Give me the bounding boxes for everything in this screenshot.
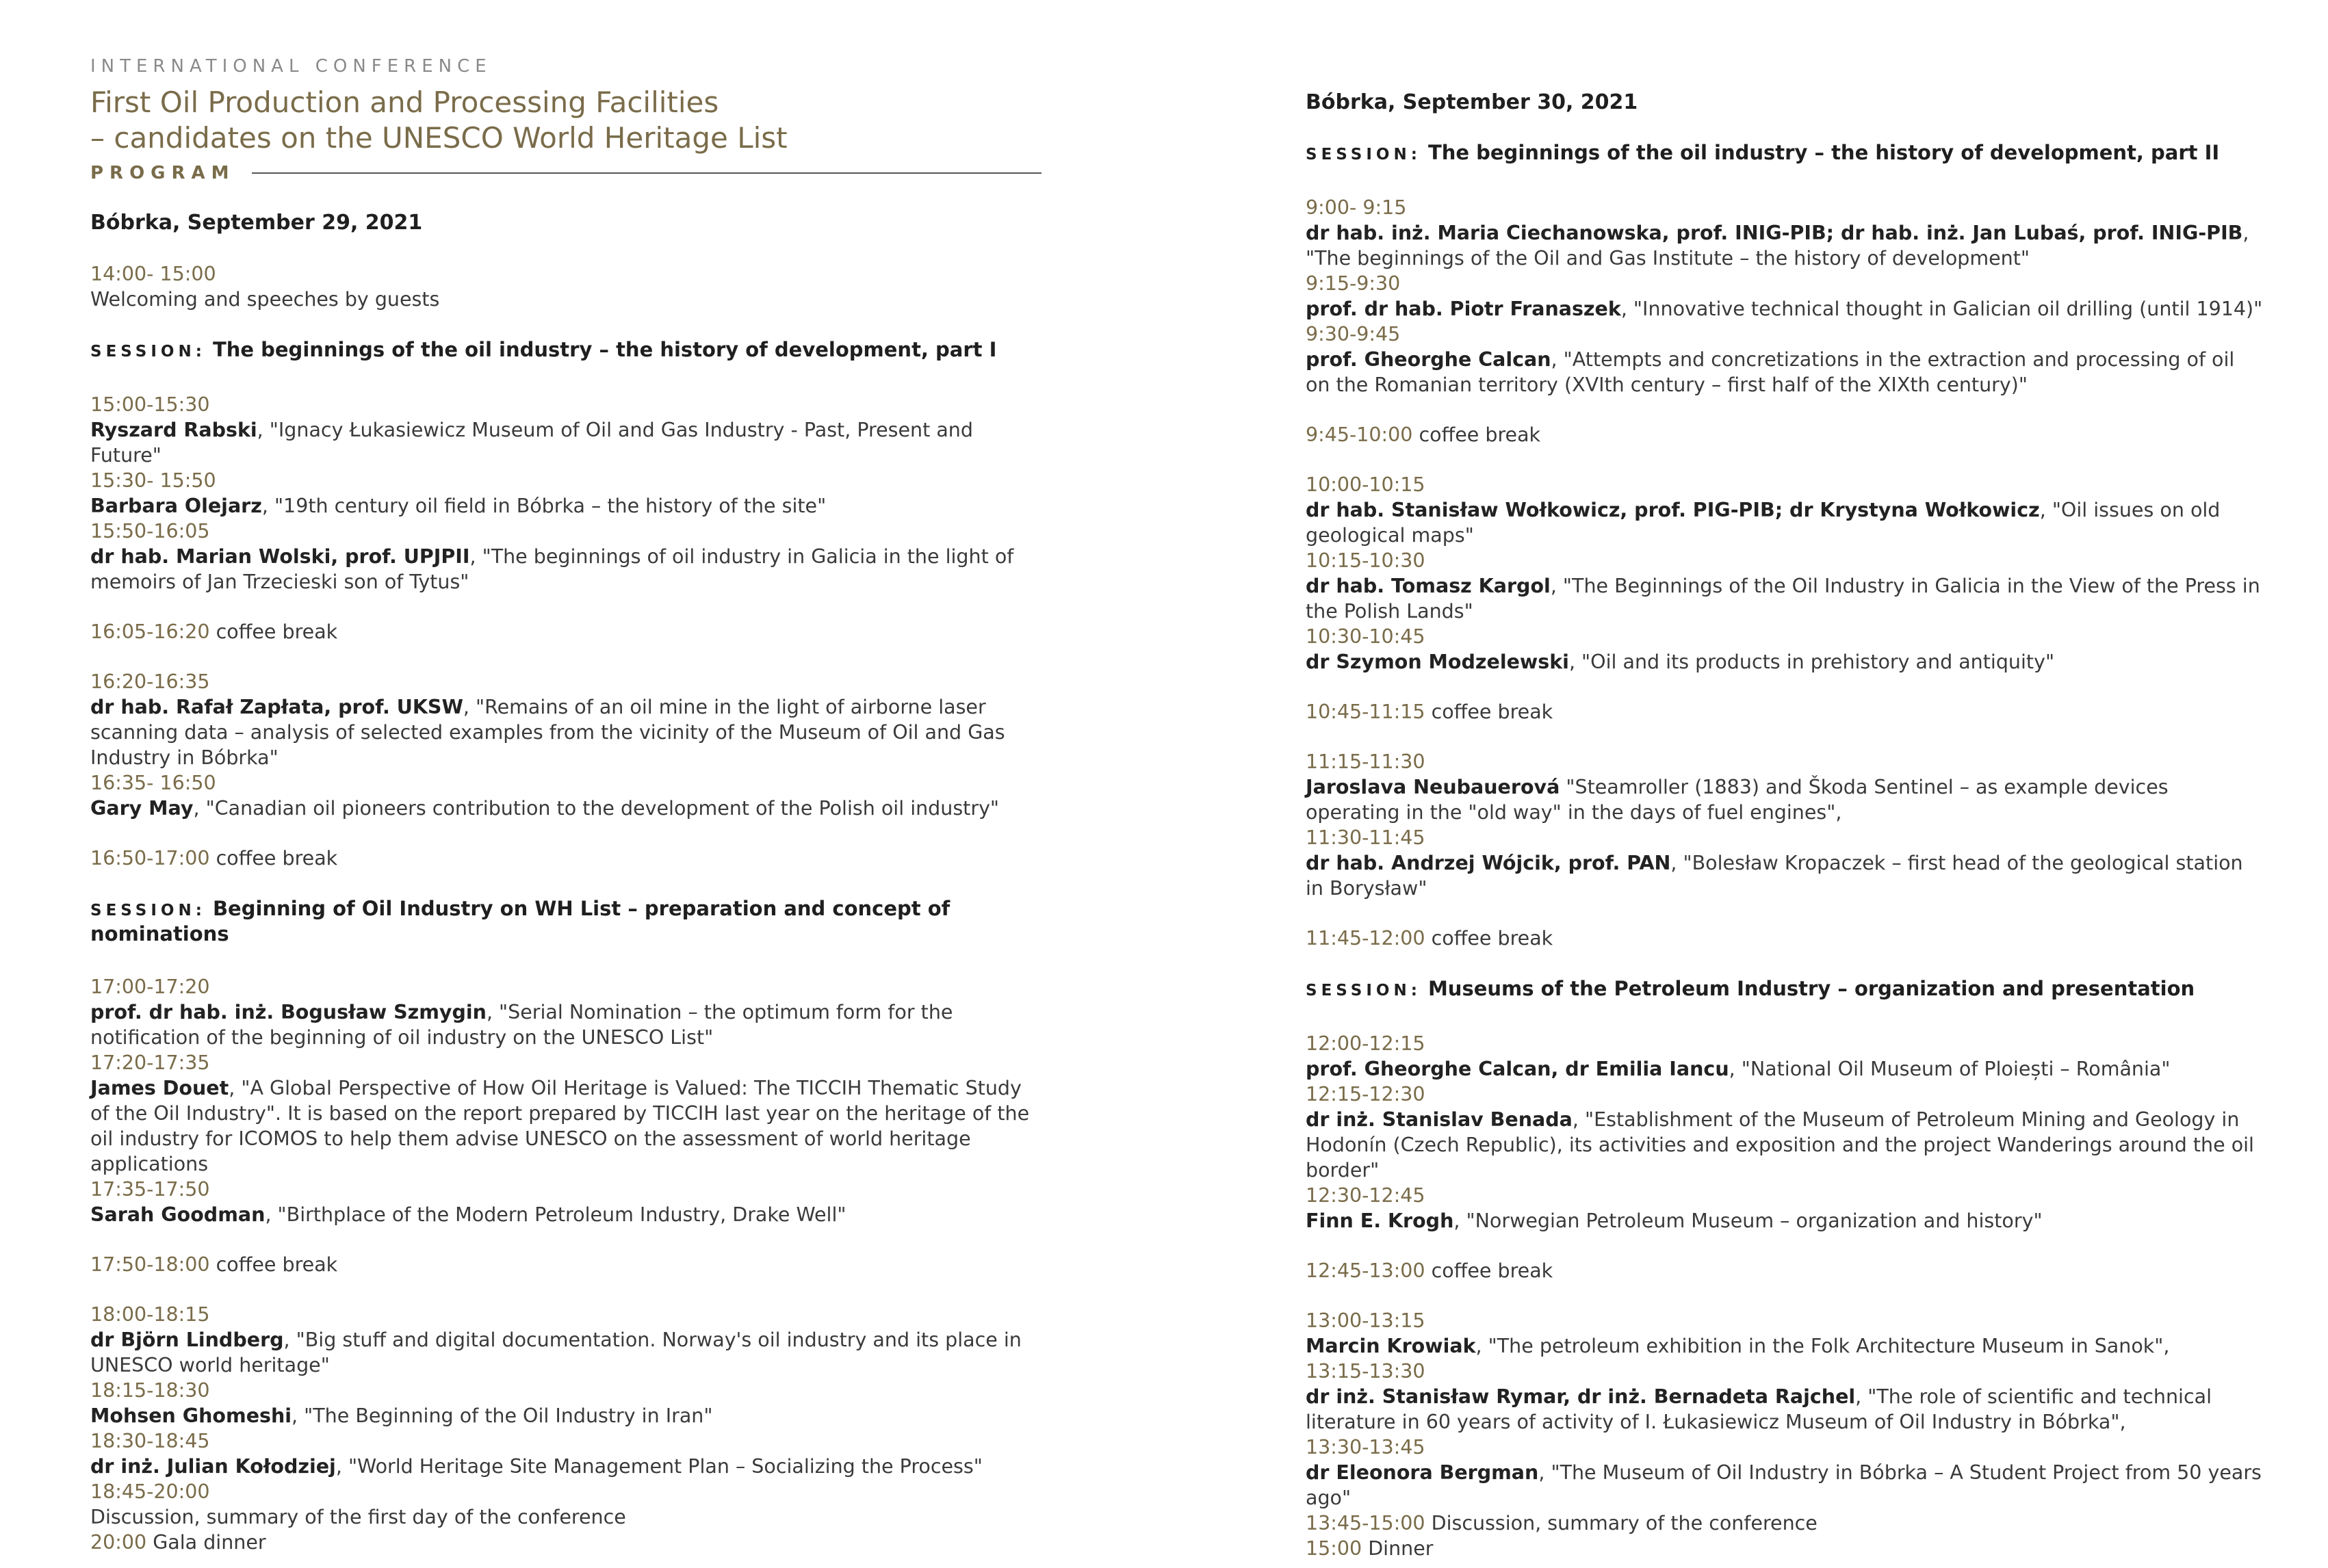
session-title: The beginnings of the oil industry – the history of development, part II bbox=[1427, 141, 2220, 164]
talk-time: 13:00-13:15 bbox=[1306, 1309, 1425, 1332]
day1-program bbox=[90, 209, 1035, 1555]
speaker-name: dr hab. Stanisław Wołkowicz, prof. PIG-PIB; dr Krystyna Wołkowicz bbox=[1306, 499, 2040, 521]
talk-title: , "Oil issues on old geological maps" bbox=[1306, 499, 2221, 547]
talk-line bbox=[90, 796, 1035, 821]
session-title: The beginnings of the oil industry – the history of development, part I bbox=[212, 338, 997, 361]
break-label: coffee break bbox=[1425, 927, 1553, 950]
talk-line bbox=[90, 544, 1035, 594]
talk-line bbox=[1306, 1333, 2264, 1359]
session-keyword: SESSION: bbox=[90, 343, 206, 361]
talk-title: , "The beginnings of the Oil and Gas Institute – the history of development" bbox=[1306, 222, 2249, 270]
talk-item bbox=[1306, 1031, 2264, 1082]
speaker-name: Jaroslava Neubauerová bbox=[1306, 776, 1560, 798]
talk-title: , "National Oil Museum of Ploiești – România" bbox=[1729, 1058, 2171, 1080]
closing-list bbox=[1306, 1511, 2264, 1561]
break-label: coffee break bbox=[1425, 1259, 1553, 1282]
speaker-name: dr hab. inż. Maria Ciechanowska, prof. INIG-PIB; dr hab. inż. Jan Lubaś, prof. INIG-PIB bbox=[1306, 222, 2243, 244]
talk-time: 16:20-16:35 bbox=[90, 670, 210, 693]
break-label: coffee break bbox=[1412, 423, 1541, 446]
talk-title: , "Norwegian Petroleum Museum – organization and history" bbox=[1453, 1210, 2043, 1232]
speaker-name: Finn E. Krogh bbox=[1306, 1210, 1454, 1232]
talk-item bbox=[90, 1479, 1035, 1530]
talk-line bbox=[1306, 1384, 2264, 1435]
speaker-name: Marcin Krowiak bbox=[1306, 1335, 1476, 1357]
talk-line bbox=[90, 493, 1035, 519]
talk-line bbox=[90, 1403, 1035, 1428]
speaker-name: prof. dr hab. Piotr Franaszek bbox=[1306, 298, 1621, 320]
talk-line bbox=[90, 1202, 1035, 1227]
talk-line bbox=[1306, 649, 2264, 675]
title-line-2: – candidates on the UNESCO World Heritage List bbox=[90, 121, 788, 155]
closing-item bbox=[1306, 1511, 2264, 1536]
talk-item bbox=[1306, 825, 2264, 901]
speaker-name: Ryszard Rabski bbox=[90, 419, 257, 441]
session-heading bbox=[1306, 141, 2264, 166]
program-label: PROGRAM bbox=[90, 163, 235, 183]
talk-item bbox=[1306, 1183, 2264, 1233]
talk-line bbox=[90, 1075, 1035, 1177]
break-label: coffee break bbox=[209, 847, 338, 870]
talk-item bbox=[1306, 548, 2264, 624]
speaker-name: Barbara Olejarz bbox=[90, 495, 262, 517]
session-title: Beginning of Oil Industry on WH List – preparation and concept of nominations bbox=[90, 897, 950, 945]
talk-line bbox=[90, 1454, 1035, 1479]
speaker-name: dr Björn Lindberg bbox=[90, 1329, 284, 1351]
closing-label: Dinner bbox=[1362, 1537, 1434, 1560]
talk-list bbox=[90, 974, 1035, 1227]
talk-time: 15:50-16:05 bbox=[90, 520, 210, 543]
talk-line bbox=[1306, 347, 2264, 397]
speaker-name: James Douet bbox=[90, 1077, 229, 1099]
talk-item bbox=[90, 974, 1035, 1050]
session-heading bbox=[1306, 977, 2264, 1002]
speaker-name: dr Szymon Modzelewski bbox=[1306, 651, 1569, 673]
talk-line bbox=[1306, 573, 2264, 624]
talk-list bbox=[1306, 749, 2264, 901]
talk-title: , "Attempts and concretizations in the extraction and processing of oil on the Romanian territory (XVIth century – first half of the XIXth century)" bbox=[1306, 348, 2235, 396]
break-label: coffee break bbox=[209, 1253, 338, 1276]
speaker-name: dr hab. Andrzej Wójcik, prof. PAN bbox=[1306, 852, 1671, 874]
closing-time: 13:45-15:00 bbox=[1306, 1512, 1425, 1534]
talk-title: , "Canadian oil pioneers contribution to the development of the Polish oil industry" bbox=[193, 797, 1000, 820]
talk-time: 18:15-18:30 bbox=[90, 1379, 210, 1402]
conference-kicker: INTERNATIONAL CONFERENCE bbox=[90, 56, 492, 77]
talk-title: , "A Global Perspective of How Oil Heritage is Valued: The TICCIH Thematic Study of the Oil Industry". It is based on the report prepared by TICCIH last year on the heritage of the oil industry for ICOMOS to help them advise UNESCO on the assessment of world heritage applications bbox=[90, 1077, 1030, 1175]
talk-title: , "The Beginnings of the Oil Industry in Galicia in the View of the Press in the Polish Lands" bbox=[1306, 575, 2260, 623]
talk-title: Discussion, summary of the first day of the conference bbox=[90, 1506, 626, 1528]
coffee-break bbox=[90, 619, 1035, 644]
speaker-name: Mohsen Ghomeshi bbox=[90, 1404, 292, 1427]
talk-list bbox=[90, 669, 1035, 821]
talk-item bbox=[1306, 271, 2264, 322]
talk-time: 13:30-13:45 bbox=[1306, 1436, 1425, 1459]
talk-line bbox=[1306, 850, 2264, 901]
talk-title: , "Ignacy Łukasiewicz Museum of Oil and Gas Industry - Past, Present and Future" bbox=[90, 419, 973, 467]
talk-time: 13:15-13:30 bbox=[1306, 1360, 1425, 1383]
talk-item bbox=[90, 669, 1035, 770]
coffee-break bbox=[1306, 699, 2264, 724]
break-time: 10:45-11:15 bbox=[1306, 701, 1425, 723]
opening-item bbox=[90, 261, 1035, 312]
talk-list bbox=[1306, 1031, 2264, 1233]
talk-list bbox=[1306, 195, 2264, 397]
break-time: 17:50-18:00 bbox=[90, 1253, 210, 1276]
talk-line bbox=[1306, 1056, 2264, 1082]
talk-time: 9:00- 9:15 bbox=[1306, 196, 1407, 219]
talk-time: 18:30-18:45 bbox=[90, 1430, 210, 1452]
break-label: coffee break bbox=[1425, 701, 1553, 723]
speaker-name: dr Eleonora Bergman bbox=[1306, 1461, 1539, 1484]
day2-program bbox=[1306, 89, 2264, 1561]
talk-time: 15:30- 15:50 bbox=[90, 469, 216, 492]
talk-item bbox=[1306, 195, 2264, 271]
day2-date: Bóbrka, September 30, 2021 bbox=[1306, 90, 1638, 114]
talk-item bbox=[1306, 1082, 2264, 1183]
speaker-name: prof. Gheorghe Calcan, dr Emilia Iancu bbox=[1306, 1058, 1729, 1080]
speaker-name: Gary May bbox=[90, 797, 194, 820]
talk-item bbox=[1306, 1435, 2264, 1511]
speaker-name: dr inż. Stanisław Rymar, dr inż. Bernadeta Rajchel bbox=[1306, 1385, 1856, 1408]
talk-time: 17:20-17:35 bbox=[90, 1051, 210, 1074]
break-time: 11:45-12:00 bbox=[1306, 927, 1425, 950]
speaker-name: prof. dr hab. inż. Bogusław Szmygin bbox=[90, 1001, 487, 1023]
gala-time: 20:00 bbox=[90, 1531, 147, 1554]
talk-title: , "Remains of an oil mine in the light of airborne laser scanning data – analysis of selected examples from the vicinity of the Museum of Oil and Gas Industry in Bóbrka" bbox=[90, 696, 1005, 769]
break-time: 9:45-10:00 bbox=[1306, 423, 1413, 446]
coffee-break bbox=[1306, 926, 2264, 951]
talk-list bbox=[1306, 1308, 2264, 1511]
talk-item bbox=[90, 770, 1035, 821]
talk-time: 12:15-12:30 bbox=[1306, 1083, 1425, 1106]
break-label: coffee break bbox=[209, 620, 338, 643]
break-time: 16:50-17:00 bbox=[90, 847, 210, 870]
talk-title: , "The Beginning of the Oil Industry in Iran" bbox=[292, 1404, 713, 1427]
talk-list bbox=[90, 1302, 1035, 1530]
talk-item bbox=[90, 519, 1035, 594]
talk-item bbox=[1306, 472, 2264, 548]
talk-time: 17:35-17:50 bbox=[90, 1178, 210, 1201]
talk-time: 18:45-20:00 bbox=[90, 1480, 210, 1503]
talk-line bbox=[1306, 774, 2264, 825]
break-time: 12:45-13:00 bbox=[1306, 1259, 1425, 1282]
talk-item bbox=[1306, 749, 2264, 825]
session-keyword: SESSION: bbox=[1306, 146, 1421, 164]
talk-time: 18:00-18:15 bbox=[90, 1303, 210, 1326]
talk-item bbox=[1306, 322, 2264, 397]
speaker-name: dr inż. Julian Kołodziej bbox=[90, 1455, 336, 1478]
talk-time: 10:30-10:45 bbox=[1306, 625, 1425, 648]
closing-item bbox=[1306, 1536, 2264, 1561]
talk-title: , "Establishment of the Museum of Petroleum Mining and Geology in Hodonín (Czech Republic), its activities and exposition and the project Wanderings around the oil border" bbox=[1306, 1108, 2254, 1181]
talk-title: "Steamroller (1883) and Škoda Sentinel – as example devices operating in the "old way" in the days of fuel engines", bbox=[1306, 776, 2169, 824]
talk-item bbox=[90, 1428, 1035, 1479]
break-time: 16:05-16:20 bbox=[90, 620, 210, 643]
talk-title: , "Oil and its products in prehistory and antiquity" bbox=[1568, 651, 2055, 673]
conference-title bbox=[90, 85, 788, 156]
talk-item bbox=[90, 1177, 1035, 1227]
talk-line bbox=[90, 694, 1035, 770]
speaker-name: dr hab. Tomasz Kargol bbox=[1306, 575, 1551, 597]
closing-label: Discussion, summary of the conference bbox=[1425, 1512, 1818, 1534]
program-header bbox=[90, 163, 1042, 183]
coffee-break bbox=[1306, 1258, 2264, 1283]
speaker-name: dr hab. Rafał Zapłata, prof. UKSW bbox=[90, 696, 463, 718]
talk-time: 16:35- 16:50 bbox=[90, 772, 216, 794]
talk-list bbox=[90, 392, 1035, 594]
talk-item bbox=[90, 392, 1035, 468]
talk-line bbox=[1306, 1460, 2264, 1511]
talk-time: 11:15-11:30 bbox=[1306, 750, 1425, 773]
talk-title: , "Birthplace of the Modern Petroleum Industry, Drake Well" bbox=[265, 1203, 846, 1226]
talk-list bbox=[1306, 472, 2264, 675]
talk-item bbox=[90, 468, 1035, 519]
talk-line bbox=[1306, 497, 2264, 548]
speaker-name: prof. Gheorghe Calcan bbox=[1306, 348, 1551, 371]
coffee-break bbox=[90, 846, 1035, 871]
opening-time: 14:00- 15:00 bbox=[90, 263, 216, 285]
session-keyword: SESSION: bbox=[90, 902, 206, 919]
coffee-break bbox=[1306, 422, 2264, 447]
session-heading bbox=[90, 897, 1035, 945]
talk-time: 12:30-12:45 bbox=[1306, 1184, 1425, 1207]
speaker-name: dr hab. Marian Wolski, prof. UPJPII bbox=[90, 545, 470, 568]
talk-title: , "Bolesław Kropaczek – first head of the geological station in Borysław" bbox=[1306, 852, 2243, 900]
talk-item bbox=[90, 1378, 1035, 1428]
talk-line bbox=[1306, 1107, 2264, 1183]
talk-line bbox=[90, 417, 1035, 468]
talk-title: , "The petroleum exhibition in the Folk Architecture Museum in Sanok", bbox=[1475, 1335, 2170, 1357]
talk-title: , "Big stuff and digital documentation. Norway's oil industry and its place in UNESCO world heritage" bbox=[90, 1329, 1022, 1376]
talk-time: 9:15-9:30 bbox=[1306, 272, 1401, 295]
gala-label: Gala dinner bbox=[146, 1531, 266, 1554]
speaker-name: dr inż. Stanislav Benada bbox=[1306, 1108, 1573, 1131]
speaker-name: Sarah Goodman bbox=[90, 1203, 266, 1226]
coffee-break bbox=[90, 1252, 1035, 1277]
session-keyword: SESSION: bbox=[1306, 982, 1421, 999]
opening-text: Welcoming and speeches by guests bbox=[90, 288, 440, 311]
talk-item bbox=[90, 1050, 1035, 1177]
talk-time: 10:00-10:15 bbox=[1306, 473, 1425, 496]
talk-line bbox=[1306, 1208, 2264, 1233]
talk-time: 11:30-11:45 bbox=[1306, 826, 1425, 849]
talk-item bbox=[1306, 1308, 2264, 1359]
talk-item bbox=[90, 1302, 1035, 1378]
talk-time: 12:00-12:15 bbox=[1306, 1032, 1425, 1055]
talk-line bbox=[90, 1327, 1035, 1378]
gala-dinner bbox=[90, 1530, 1035, 1555]
talk-title: , "World Heritage Site Management Plan – Socializing the Process" bbox=[335, 1455, 983, 1478]
talk-title: , "19th century oil field in Bóbrka – the history of the site" bbox=[261, 495, 827, 517]
talk-time: 15:00-15:30 bbox=[90, 393, 210, 416]
talk-line bbox=[90, 1504, 1035, 1530]
talk-title: , "The Museum of Oil Industry in Bóbrka – A Student Project from 50 years ago" bbox=[1306, 1461, 2262, 1509]
talk-title: , "The beginnings of oil industry in Galicia in the light of memoirs of Jan Trzecieski son of Tytus" bbox=[90, 545, 1014, 593]
session-title: Museums of the Petroleum Industry – organization and presentation bbox=[1427, 977, 2195, 1000]
closing-time: 15:00 bbox=[1306, 1537, 1362, 1560]
talk-line bbox=[1306, 296, 2264, 322]
talk-time: 10:15-10:30 bbox=[1306, 549, 1425, 572]
talk-time: 9:30-9:45 bbox=[1306, 323, 1401, 345]
talk-item bbox=[1306, 1359, 2264, 1435]
talk-title: , "Innovative technical thought in Galician oil drilling (until 1914)" bbox=[1620, 298, 2263, 320]
talk-title: , "Serial Nomination – the optimum form for the notification of the beginning of oil industry on the UNESCO List" bbox=[90, 1001, 953, 1049]
talk-line bbox=[90, 999, 1035, 1050]
talk-line bbox=[1306, 220, 2264, 271]
day1-date: Bóbrka, September 29, 2021 bbox=[90, 211, 423, 235]
talk-item bbox=[1306, 624, 2264, 675]
talk-time: 17:00-17:20 bbox=[90, 976, 210, 998]
session-heading bbox=[90, 338, 1035, 363]
divider bbox=[252, 172, 1042, 174]
title-line-1: First Oil Production and Processing Facilities bbox=[90, 86, 719, 119]
talk-title: , "The role of scientific and technical literature in 60 years of activity of I. Łukasiewicz Museum of Oil Industry in Bóbrka", bbox=[1306, 1385, 2212, 1433]
